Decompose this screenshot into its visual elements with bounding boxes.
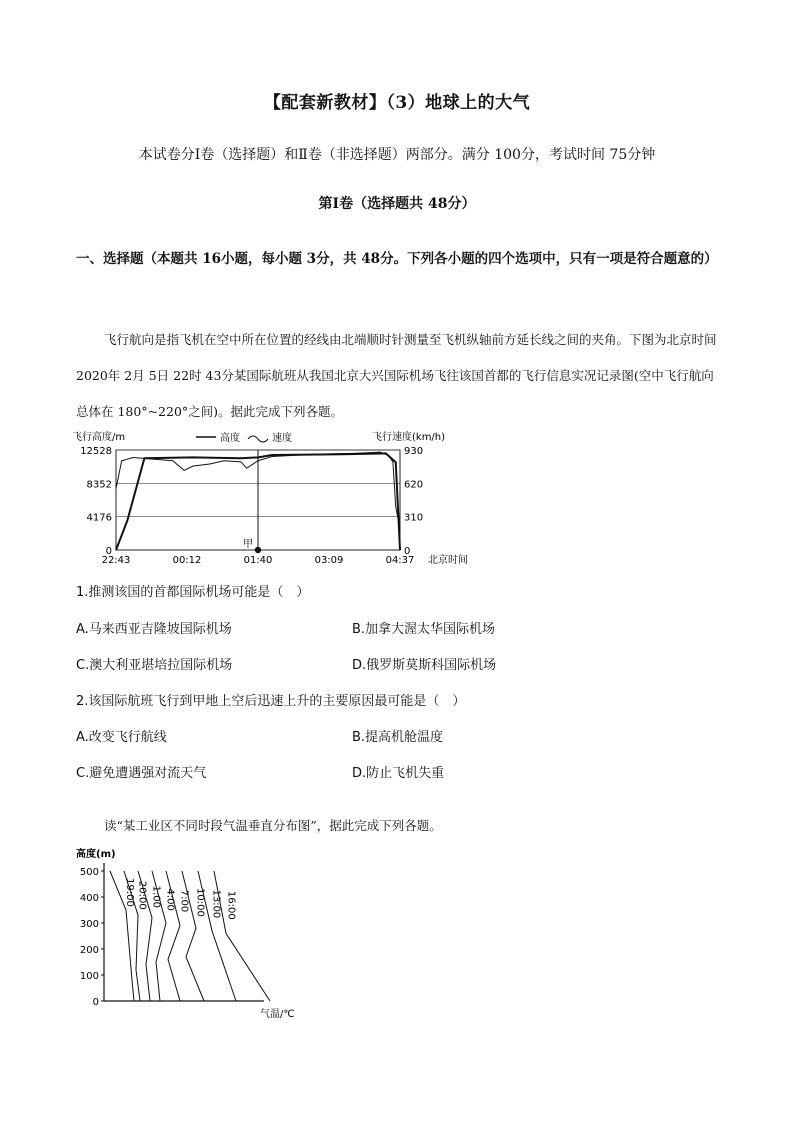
question-1-option-d: D.俄罗斯莫斯科国际机场 [352, 658, 497, 673]
temperature-profile-chart [74, 843, 314, 1027]
question-2-stem: 2.该国际航班飞行到甲地上空后迅速上升的主要原因最可能是（ ） [76, 694, 466, 709]
y-left-axis-label: 飞行高度/m [72, 432, 126, 443]
flight-chart [70, 428, 490, 572]
x-tick-label: 22:43 [101, 555, 131, 566]
series-label: 19:00 [123, 878, 135, 907]
question-1-stem: 1.推测该国的首都国际机场可能是（ ） [76, 585, 310, 600]
x-tick-label: 00:12 [172, 555, 202, 566]
y-left-tick-label: 8352 [86, 479, 112, 491]
exam-instructions: 本试卷分Ⅰ卷（选择题）和Ⅱ卷（非选择题）两部分。满分 100分，考试时间 75分钟 [138, 147, 656, 163]
legend-altitude-label: 高度 [220, 433, 240, 444]
y-tick-label: 300 [79, 919, 99, 930]
question-1-option-c: C.澳大利亚堪培拉国际机场 [76, 658, 233, 673]
legend-speed-swatch [248, 436, 268, 442]
flight-chart-svg [70, 428, 490, 568]
series-label: 16:00 [225, 890, 237, 920]
series-label: 4:00 [164, 888, 176, 911]
x-tick-label: 03:09 [314, 555, 344, 566]
marker-jia-dot [255, 547, 261, 553]
y-left-tick-label: 4176 [86, 512, 112, 524]
x-tick-label: 04:37 [385, 555, 415, 566]
passage-intro-2: 读“某工业区不同时段气温垂直分布图”，据此完成下列各题。 [104, 818, 442, 833]
y-tick-label: 0 [92, 997, 99, 1008]
question-2-option-c: C.避免遭遇强对流天气 [76, 766, 207, 781]
y-tick-label: 200 [79, 945, 99, 956]
x-axis-label: 气温/℃ [260, 1009, 295, 1020]
series-label: 7:00 [178, 889, 190, 913]
series-label: 10:00 [194, 888, 206, 917]
series-label: 1:00 [150, 885, 162, 908]
page-title: 【配套新教材】（3）地球上的大气 [263, 93, 531, 113]
y-axis-label: 高度(m) [76, 849, 116, 860]
y-right-tick-label: 0 [404, 546, 411, 557]
question-1-option-b: B.加拿大渥太华国际机场 [352, 622, 496, 637]
question-2-option-a: A.改变飞行航线 [76, 730, 167, 745]
x-tick-label: 01:40 [243, 555, 273, 566]
y-tick-label: 500 [79, 867, 99, 878]
y-tick-label: 100 [79, 971, 99, 982]
part-heading: 第Ⅰ卷（选择题共 48分） [318, 196, 476, 212]
passage-intro-1: 飞行航向是指飞机在空中所在位置的经线由北端顺时针测量至飞机纵轴前方延长线之间的夹角。下图为北京时间 2020年 2月 5日 22时 43分某国际航班从我国北京大兴国际机场飞往该国首都的飞行信息实况记录图(空中飞行航向总体在 180°~220°之间)。据此完成下列各题。 [76, 332, 717, 419]
y-right-axis-label: 飞行速度(km/h) [372, 432, 446, 443]
y-right-tick-label: 310 [404, 512, 424, 524]
section-heading: 一、选择题（本题共 16小题，每小题 3分，共 48分。下列各小题的四个选项中，只有一项是符合题意的） [76, 251, 718, 267]
y-right-tick-label: 620 [404, 479, 424, 491]
y-tick-label: 400 [79, 893, 99, 904]
y-left-tick-label: 12528 [80, 446, 112, 457]
question-1-option-a: A.马来西亚吉隆坡国际机场 [76, 622, 232, 637]
series-label: 20:00 [136, 880, 148, 910]
x-axis-label: 北京时间 [428, 555, 468, 566]
marker-jia-label: 甲 [243, 539, 253, 550]
question-2-option-b: B.提高机舱温度 [352, 730, 444, 745]
y-right-tick-label: 930 [404, 446, 424, 457]
question-2-option-d: D.防止飞机失重 [352, 766, 445, 781]
y-left-tick-label: 0 [105, 546, 112, 557]
temperature-profile-svg [74, 843, 314, 1023]
series-label: 13:00 [210, 889, 222, 919]
legend-speed-label: 速度 [272, 433, 292, 444]
